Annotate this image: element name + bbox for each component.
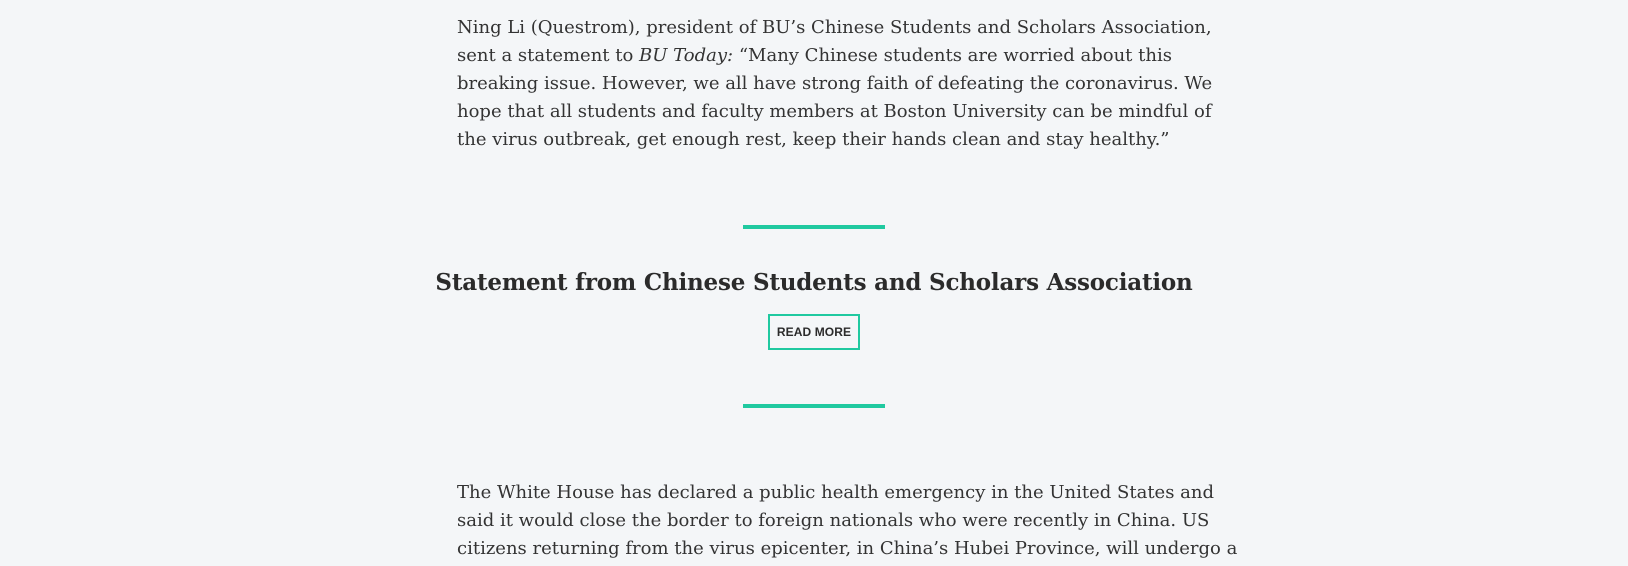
publication-name: BU Today: [639, 45, 734, 66]
next-paragraph [457, 479, 1238, 563]
callout-divider-bottom [743, 404, 885, 408]
paragraph-line: breaking issue. However, we all have strong faith of defeating the coronavirus. We [457, 73, 1213, 94]
paragraph-text: “Many Chinese students are worried about this [733, 45, 1172, 66]
paragraph-line: citizens returning from the virus epicenter, in China’s Hubei Province, will undergo a [457, 538, 1238, 559]
paragraph-text: sent a statement to [457, 45, 640, 66]
read-more-button[interactable]: READ MORE [768, 314, 860, 350]
paragraph-line [457, 42, 1172, 70]
intro-paragraph [457, 14, 1213, 154]
callout-title: Statement from Chinese Students and Scholars Association [435, 269, 1193, 296]
paragraph-line: the virus outbreak, get enough rest, keep their hands clean and stay healthy.” [457, 129, 1170, 150]
paragraph-line: hope that all students and faculty members at Boston University can be mindful of [457, 101, 1212, 122]
paragraph-line: said it would close the border to foreign nationals who were recently in China. US [457, 510, 1210, 531]
paragraph-line: The White House has declared a public health emergency in the United States and [457, 482, 1215, 503]
callout-divider-top [743, 225, 885, 229]
paragraph-line: Ning Li (Questrom), president of BU’s Chinese Students and Scholars Association, [457, 17, 1212, 38]
